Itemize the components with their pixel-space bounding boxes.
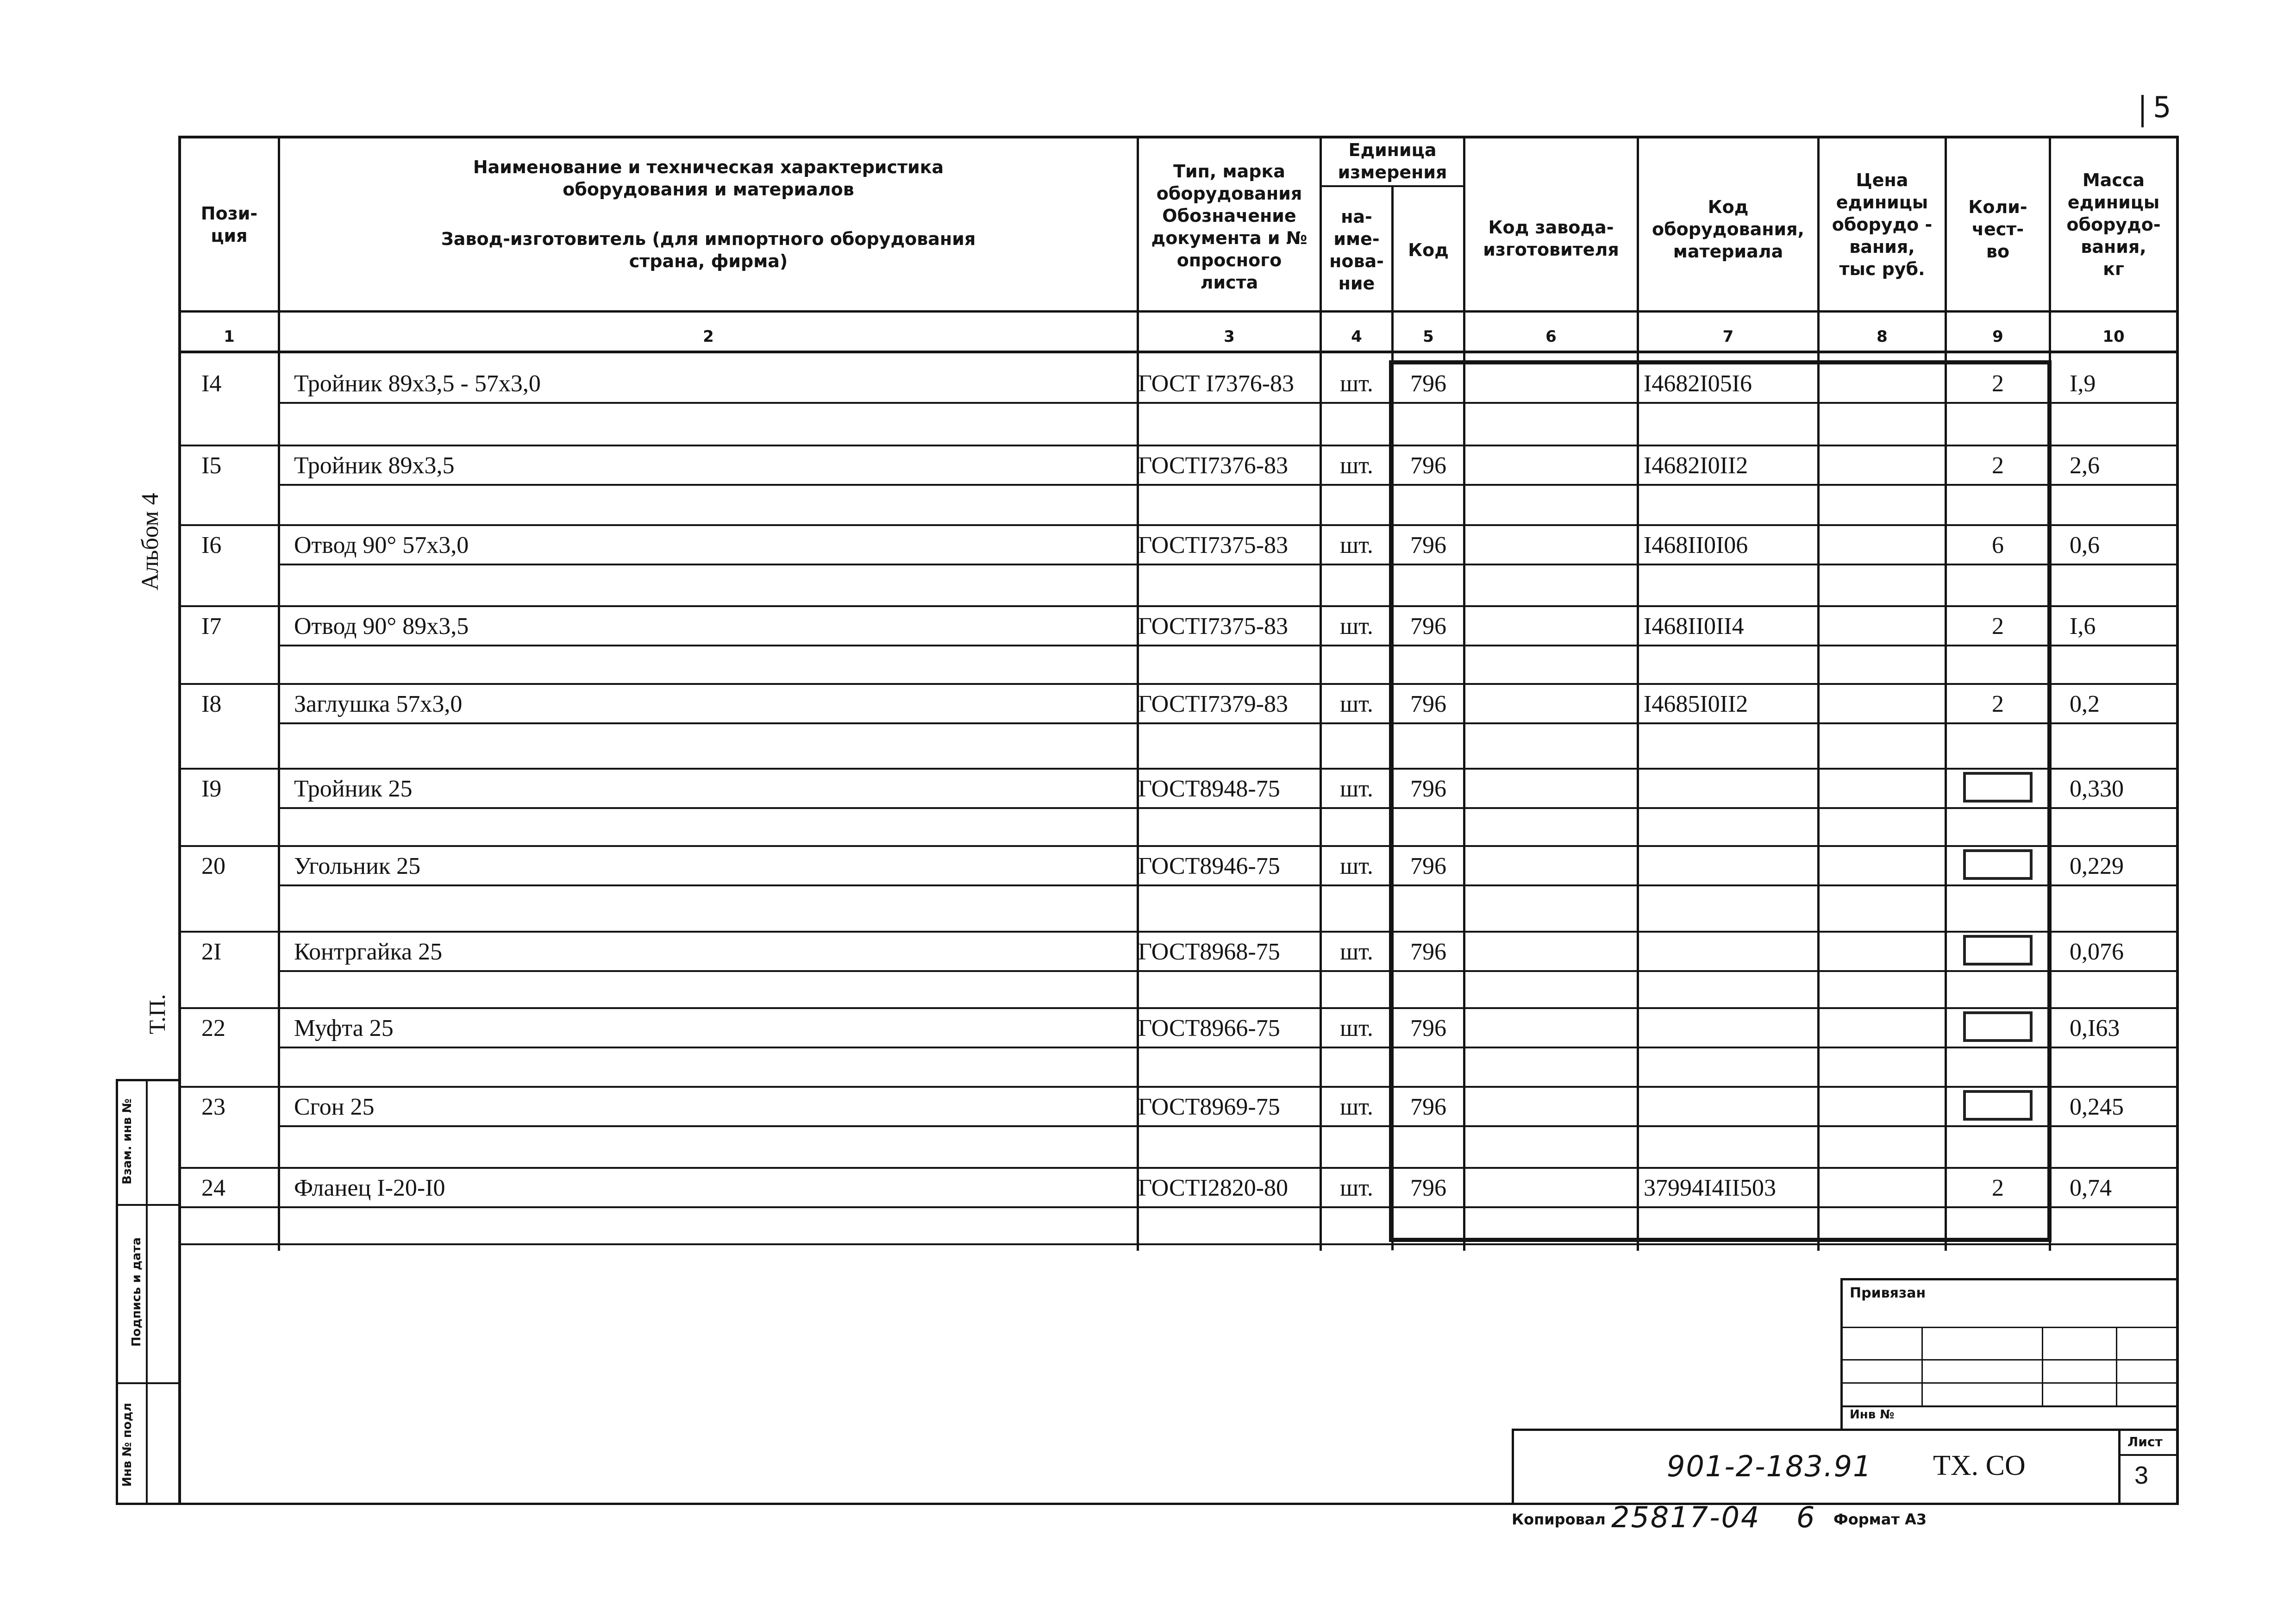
inv-label: Инв №: [1850, 1408, 1895, 1422]
cell-position: 22: [201, 1015, 225, 1041]
col-number-9: 9: [1992, 327, 2003, 346]
cell-equipment-code: [1639, 770, 1822, 807]
quantity-box: [1963, 1011, 2033, 1042]
copied-sheet: 6: [1796, 1500, 1815, 1534]
cell-position: 23: [201, 1093, 225, 1120]
col-number-4: 4: [1351, 327, 1362, 346]
format-label: Формат А3: [1833, 1511, 1927, 1528]
cell-position: I8: [201, 690, 222, 717]
cell-name: Тройник 89х3,5: [294, 452, 455, 479]
cell-unit: шт.: [1340, 1015, 1373, 1041]
cell-unit: шт.: [1340, 938, 1373, 965]
row-divider: [178, 768, 2178, 770]
cell-equipment-code: [1639, 847, 1822, 884]
header-name-line2: Завод-изготовитель (для импортного оборудования страна, фирма): [441, 229, 976, 271]
page-number: 5: [2153, 90, 2171, 124]
row-divider: [278, 1125, 2178, 1127]
cell-name: Тройник 89х3,5 - 57х3,0: [294, 370, 541, 397]
cell-unit-code: 796: [1410, 613, 1446, 640]
quantity-box: [1963, 935, 2033, 966]
row-divider: [278, 402, 2178, 404]
header-unit-group: Единица измерения: [1338, 140, 1447, 182]
cell-unit: шт.: [1340, 532, 1373, 558]
cell-mass: 0,6: [2070, 532, 2100, 558]
quantity-box: [1963, 849, 2033, 880]
cell-unit: шт.: [1340, 1093, 1373, 1120]
cell-mass: 0,74: [2070, 1174, 2112, 1201]
cell-unit-code: 796: [1410, 775, 1446, 802]
cell-mass: I,9: [2070, 370, 2096, 397]
cell-unit-code: 796: [1410, 1015, 1446, 1041]
side-box-replace-inv: Взам. инв №: [120, 1098, 134, 1185]
cell-unit: шт.: [1340, 613, 1373, 640]
cell-quantity: 2: [1992, 1174, 2004, 1201]
cell-unit-code: 796: [1410, 1174, 1446, 1201]
row-divider: [278, 1047, 2178, 1048]
sheet-number: 3: [2134, 1461, 2149, 1489]
header-position: Пози- ция: [200, 203, 258, 246]
cell-unit: шт.: [1340, 853, 1373, 879]
cell-mass: 0,076: [2070, 938, 2124, 965]
col-number-6: 6: [1545, 327, 1557, 346]
cell-unit: шт.: [1340, 690, 1373, 717]
cell-document: ГОСТI7375-83: [1138, 532, 1289, 558]
doc-code: 901-2-183.91: [1667, 1449, 1872, 1483]
row-divider: [278, 970, 2178, 972]
cell-unit-code: 796: [1410, 690, 1446, 717]
row-divider: [278, 484, 2178, 486]
cell-name: Отвод 90° 89х3,5: [294, 613, 469, 640]
col-number-8: 8: [1877, 327, 1888, 346]
row-divider: [178, 845, 2178, 847]
header-equip-code: Код оборудования, материала: [1652, 197, 1804, 262]
cell-position: I5: [201, 452, 222, 479]
row-divider: [278, 884, 2178, 886]
cell-position: I6: [201, 532, 222, 558]
cell-name: Отвод 90° 57х3,0: [294, 532, 469, 558]
header-mass: Масса единицы оборудо- вания, кг: [2066, 170, 2161, 279]
cell-name: Контргайка 25: [294, 938, 443, 965]
cell-unit-code: 796: [1410, 938, 1446, 965]
cell-mass: 0,330: [2070, 775, 2124, 802]
row-divider: [178, 605, 2178, 607]
cell-name: Фланец I-20-I0: [294, 1174, 445, 1201]
cell-unit-code: 796: [1410, 532, 1446, 558]
header-price: Цена единицы оборудо - вания, тыс руб.: [1832, 170, 1933, 279]
row-divider: [278, 722, 2178, 724]
cell-name: Сгон 25: [294, 1093, 375, 1120]
side-tp-label: Т.П.: [144, 994, 170, 1035]
row-divider: [178, 1086, 2178, 1088]
cell-position: I7: [201, 613, 222, 640]
cell-equipment-code: 37994I4II503: [1644, 1174, 1776, 1201]
cell-position: 2I: [201, 938, 222, 965]
cell-mass: I,6: [2070, 613, 2096, 640]
col-number-7: 7: [1722, 327, 1734, 346]
side-box-original-inv: Инв № подл: [120, 1403, 134, 1487]
cell-name: Муфта 25: [294, 1015, 394, 1041]
copied-value: 25817-04: [1611, 1500, 1761, 1534]
cell-quantity: 2: [1992, 452, 2004, 479]
row-divider: [178, 524, 2178, 526]
cell-unit: шт.: [1340, 370, 1373, 397]
header-name-line1: Наименование и техническая характеристика оборудования и материалов: [473, 157, 944, 200]
cell-mass: 0,229: [2070, 853, 2124, 879]
cell-name: Угольник 25: [294, 853, 421, 879]
cell-unit: шт.: [1340, 1174, 1373, 1201]
cell-position: I4: [201, 370, 222, 397]
cell-equipment-code: [1639, 933, 1822, 970]
cell-unit-code: 796: [1410, 452, 1446, 479]
cell-unit: шт.: [1340, 452, 1373, 479]
sheet-label: Лист: [2127, 1434, 2163, 1449]
col-number-3: 3: [1224, 327, 1235, 346]
cell-position: I9: [201, 775, 222, 802]
cell-position: 24: [201, 1174, 225, 1201]
col-number-1: 1: [224, 327, 235, 346]
cell-unit-code: 796: [1410, 370, 1446, 397]
doc-suffix: ТХ. СО: [1933, 1450, 2026, 1481]
cell-mass: 0,245: [2070, 1093, 2124, 1120]
cell-document: ГОСТI7379-83: [1138, 690, 1289, 717]
cell-quantity: 2: [1992, 613, 2004, 640]
row-divider: [178, 1007, 2178, 1009]
bound-label: Привязан: [1850, 1285, 1926, 1301]
cell-mass: 0,2: [2070, 690, 2100, 717]
cell-document: ГОСТ8966-75: [1138, 1015, 1280, 1041]
col-number-5: 5: [1423, 327, 1434, 346]
row-divider: [178, 1167, 2178, 1169]
cell-unit-code: 796: [1410, 853, 1446, 879]
cell-name: Заглушка 57х3,0: [294, 690, 463, 717]
row-divider: [178, 683, 2178, 685]
cell-mass: 2,6: [2070, 452, 2100, 479]
cell-document: ГОСТI2820-80: [1138, 1174, 1289, 1201]
cell-mass: 0,I63: [2070, 1015, 2120, 1041]
side-box-signature-date: Подпись и дата: [130, 1237, 144, 1347]
cell-document: ГОСТ8948-75: [1138, 775, 1280, 802]
cell-quantity: 6: [1992, 532, 2004, 558]
cell-document: ГОСТ8969-75: [1138, 1093, 1280, 1120]
cell-quantity: 2: [1992, 690, 2004, 717]
col-number-2: 2: [703, 327, 714, 346]
cell-equipment-code: I468II0II4: [1644, 613, 1744, 640]
cell-document: ГОСТI7376-83: [1138, 452, 1289, 479]
header-plant-code: Код завода- изготовителя: [1483, 217, 1619, 260]
cell-equipment-code: I4685I0II2: [1644, 690, 1748, 717]
header-unit-name: на- име- нова- ние: [1329, 207, 1384, 294]
row-divider: [178, 445, 2178, 446]
row-divider: [178, 1206, 2178, 1208]
side-album-label: Альбом 4: [137, 493, 163, 590]
cell-document: ГОСТ I7376-83: [1138, 370, 1295, 397]
header-unit-code: Код: [1408, 240, 1449, 260]
cell-equipment-code: [1639, 1088, 1822, 1125]
cell-document: ГОСТ8946-75: [1138, 853, 1280, 879]
row-divider: [278, 645, 2178, 646]
cell-equipment-code: I468II0I06: [1644, 532, 1748, 558]
cell-unit: шт.: [1340, 775, 1373, 802]
cell-equipment-code: [1639, 1010, 1822, 1047]
col-number-10: 10: [2102, 327, 2125, 346]
header-qty: Коли- чест- во: [1968, 197, 2027, 262]
cell-equipment-code: I4682I05I6: [1644, 370, 1752, 397]
cell-quantity: 2: [1992, 370, 2004, 397]
copied-label: Копировал: [1512, 1511, 1606, 1528]
cell-position: 20: [201, 853, 225, 879]
cell-equipment-code: I4682I0II2: [1644, 452, 1748, 479]
cell-unit-code: 796: [1410, 1093, 1446, 1120]
row-divider: [178, 931, 2178, 933]
quantity-box: [1963, 772, 2033, 803]
cell-document: ГОСТI7375-83: [1138, 613, 1289, 640]
cell-name: Тройник 25: [294, 775, 413, 802]
cell-document: ГОСТ8968-75: [1138, 938, 1280, 965]
quantity-box: [1963, 1090, 2033, 1121]
header-type: Тип, марка оборудования Обозначение документа и № опросного листа: [1151, 161, 1308, 293]
row-divider: [278, 564, 2178, 565]
row-divider: [278, 807, 2178, 809]
